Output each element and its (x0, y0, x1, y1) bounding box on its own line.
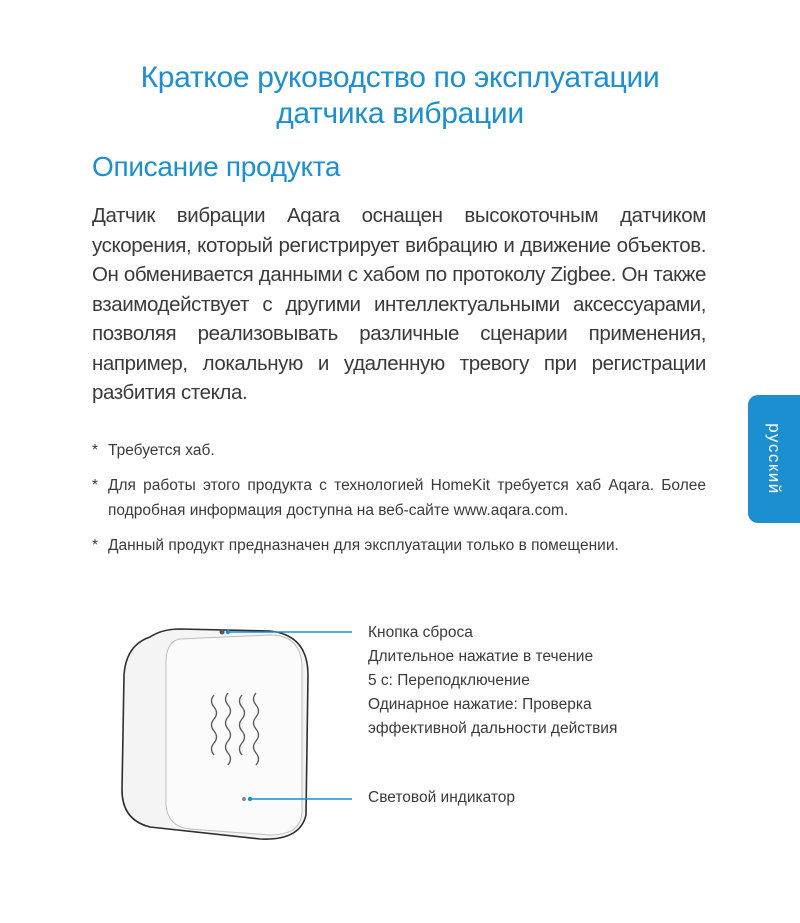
reset-callout-anchor (226, 630, 230, 634)
page-title-line-2: датчика вибрации (276, 97, 524, 130)
led-callout (368, 786, 515, 810)
note-text: Для работы этого продукта с технологией HomeKit требуется хаб Aqara. Более подробная информация доступна на веб-сайте www.aqara.com. (108, 477, 706, 519)
sensor-front-face (166, 635, 302, 835)
note-text: Требуется хаб. (108, 442, 215, 459)
notes-list (92, 438, 706, 568)
language-tab (748, 395, 800, 523)
led-indicator-dot (242, 797, 246, 801)
note-item (92, 533, 706, 558)
language-tab-label: русский (765, 423, 784, 495)
reset-button-callout (368, 621, 617, 741)
product-description: Датчик вибрации Aqara оснащен высокоточным датчиком ускорения, который регистрирует вибрацию и движение объектов. Он обменивается данными с хабом по протоколу Zigbee. Он также взаимодействует с другими интеллектуальными аксессуарами, позволяя реализовывать различные сценарии применения, например, локальную и удаленную тревогу при регистрации разбития стекла. (92, 204, 706, 404)
note-item (92, 438, 706, 463)
device-diagram (110, 615, 730, 855)
note-asterisk: * (92, 537, 99, 554)
reset-button-dot (220, 630, 225, 635)
reset-button-desc-line: 5 с: Переподключение (368, 672, 530, 689)
page-title-line-1: Краткое руководство по эксплуатации (140, 61, 660, 94)
reset-button-desc-line: эффективной дальности действия (368, 720, 618, 737)
section-heading: Описание продукта (92, 151, 341, 182)
reset-button-title: Кнопка сброса (368, 624, 473, 641)
reset-button-desc-line: Одинарное нажатие: Проверка (368, 696, 592, 713)
note-asterisk: * (92, 442, 99, 459)
note-text: Данный продукт предназначен для эксплуатации только в помещении. (108, 537, 619, 554)
note-asterisk: * (92, 477, 99, 494)
led-title: Световой индикатор (368, 789, 516, 806)
reset-button-desc-line: Длительное нажатие в течение (368, 648, 594, 665)
led-callout-anchor (248, 797, 252, 801)
page-title (60, 60, 740, 132)
note-item (92, 473, 706, 523)
